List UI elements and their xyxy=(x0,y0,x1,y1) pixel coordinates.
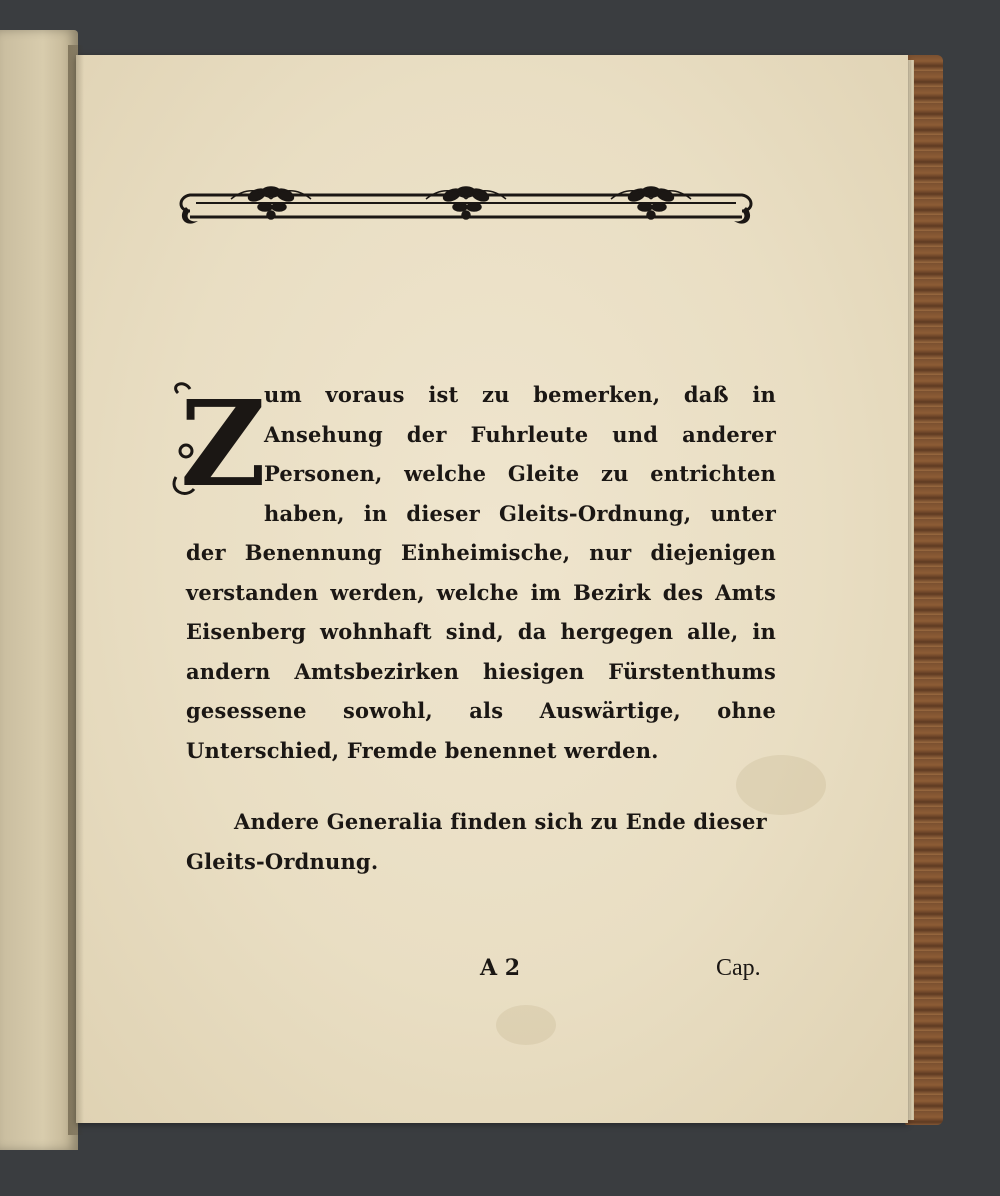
catchword: Cap. xyxy=(716,955,761,981)
signature-mark: A 2 xyxy=(480,955,521,981)
paragraph-1 xyxy=(180,374,776,770)
paragraph-1-text: um voraus ist zu bemerken, daß in Ansehung der Fuhrleute und anderer Personen, welche Gleite zu entrichten haben, in dieser Gleits-Ordnung, unter der Benennung Einheimische, nur diejenigen verstanden werden, welche im Bezirk des Amts Eisenberg wohnhaft sind, da hergegen alle, in andern Amtsbezirken hiesigen Fürstenthums gesessene sowohl, als Auswärtige, ohne Unterschied, Fremde benennet werden. xyxy=(186,382,776,763)
main-text xyxy=(180,374,776,881)
spine-shadow xyxy=(68,45,84,1135)
paper-stain xyxy=(496,1005,556,1045)
page-footer xyxy=(76,955,908,995)
drop-cap-initial xyxy=(174,374,267,513)
left-facing-page xyxy=(0,30,78,1150)
paragraph-2: Andere Generalia finden sich zu Ende dieser Gleits-Ordnung. xyxy=(186,809,767,874)
book-page xyxy=(76,55,908,1123)
header-ornament xyxy=(176,173,756,233)
drop-cap-letter: Z xyxy=(180,374,267,513)
